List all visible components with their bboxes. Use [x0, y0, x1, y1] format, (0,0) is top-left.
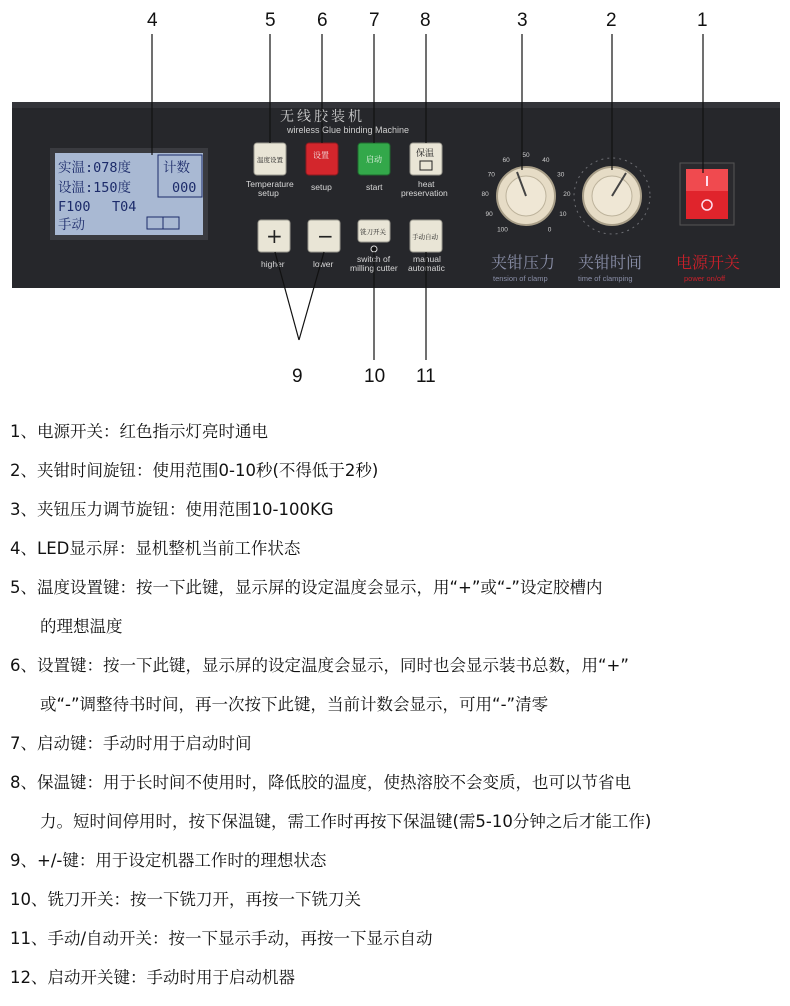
power-switch-subtitle: power on/off — [684, 274, 726, 283]
description-line: 11、手动/自动开关：按一下显示手动，再按一下显示自动 — [10, 929, 433, 948]
lcd-line1-left: 实温:078度 — [58, 160, 132, 176]
power-switch-title: 电源开关 — [676, 253, 741, 272]
description-item — [10, 490, 785, 529]
description-item — [10, 568, 785, 646]
panel-subtitle: wireless Glue binding Machine — [287, 125, 410, 135]
description-line: 3、夹钮压力调节旋钮：使用范围10-100KG — [10, 500, 334, 519]
callout-number-4: 4 — [147, 10, 158, 31]
clamp-time-subtitle: time of clamping — [578, 274, 633, 283]
description-item — [10, 646, 785, 724]
description-item — [10, 841, 785, 880]
description-line: 7、启动键：手动时用于启动时间 — [10, 734, 252, 753]
milling-cutter-button-label: 铣刀开关 — [360, 228, 386, 236]
description-item — [10, 880, 785, 919]
heat-preservation-caption-2: preservation — [401, 188, 448, 198]
lcd-line3-left: F100 — [58, 199, 91, 215]
description-line: 2、夹钳时间旋钮：使用范围0-10秒(不得低于2秒) — [10, 461, 379, 480]
scale-label: 0 — [547, 226, 552, 234]
manual-automatic-button-label: 手动自动 — [412, 233, 438, 241]
higher-button-label: + — [266, 224, 283, 248]
lcd-line2-left: 设温:150度 — [58, 180, 132, 196]
setup-button-label: 设置 — [313, 151, 329, 160]
setup-caption: setup — [311, 182, 332, 192]
panel-title: 无线胶装机 — [280, 109, 365, 125]
description-line: 9、+/-键：用于设定机器工作时的理想状态 — [10, 851, 327, 870]
scale-label: 50 — [522, 152, 530, 159]
callout-number-8: 8 — [420, 10, 431, 31]
heat-preservation-button-label: 保温 — [416, 149, 435, 159]
temperature-setup-caption-2: setup — [258, 188, 279, 198]
scale-label: 20 — [563, 190, 571, 198]
callout-number-6: 6 — [317, 10, 328, 31]
manual-automatic-caption-1: manual — [413, 254, 441, 264]
lower-button-label: − — [317, 224, 334, 248]
heat-preservation-caption-1: heat — [418, 179, 435, 189]
scale-label: 10 — [559, 211, 567, 218]
scale-label: 30 — [557, 171, 565, 179]
description-continuation: 的理想温度 — [40, 617, 123, 636]
description-line: 12、启动开关键：手动时用于启动机器 — [10, 968, 295, 987]
scale-label: 70 — [487, 171, 495, 179]
start-button-label: 启动 — [366, 155, 382, 164]
clamp-time-title: 夹钳时间 — [578, 253, 643, 272]
description-line: 6、设置键：按一下此键，显示屏的设定温度会显示，同时也会显示装书总数，用“+” — [10, 656, 629, 675]
description-item — [10, 412, 785, 451]
description-list — [10, 412, 785, 997]
description-line: 10、铣刀开关：按一下铣刀开，再按一下铣刀关 — [10, 890, 361, 909]
description-item — [10, 724, 785, 763]
callout-number-11: 11 — [416, 366, 436, 387]
lcd-line1-right: 计数 — [163, 160, 190, 176]
lower-caption: lower — [313, 259, 334, 269]
lcd-line3-right: T04 — [112, 199, 137, 215]
manual-automatic-caption-2: automatic — [408, 263, 445, 273]
description-item — [10, 958, 785, 997]
callout-number-3: 3 — [517, 10, 528, 31]
description-item — [10, 919, 785, 958]
milling-cutter-caption-2: milling cutter — [350, 263, 398, 273]
scale-label: 80 — [481, 190, 489, 198]
description-line: 4、LED显示屏：显机整机当前工作状态 — [10, 539, 301, 558]
callout-number-5: 5 — [265, 10, 276, 31]
temperature-setup-button-label: 温度设置 — [257, 156, 283, 164]
scale-label: 40 — [542, 157, 550, 165]
description-item — [10, 763, 785, 841]
temperature-setup-caption-1: Temperature — [246, 179, 294, 189]
description-item — [10, 529, 785, 568]
clamp-pressure-subtitle: tension of clamp — [493, 274, 548, 283]
higher-caption: higher — [261, 259, 285, 269]
milling-cutter-indicator-icon — [371, 246, 377, 252]
callout-number-10: 10 — [364, 366, 386, 387]
scale-label: 90 — [485, 211, 493, 218]
description-continuation: 力。短时间停用时，按下保温键，需工作时再按下保温键(需5-10分钟之后才能工作) — [40, 812, 652, 831]
callout-number-1: 1 — [697, 10, 708, 31]
description-line: 5、温度设置键：按一下此键，显示屏的设定温度会显示，用“+”或“-”设定胶槽内 — [10, 578, 603, 597]
lcd-line2-right: 000 — [172, 180, 197, 196]
control-panel-diagram — [0, 0, 790, 400]
scale-label: 100 — [497, 226, 508, 234]
scale-label: 60 — [502, 157, 510, 165]
callout-number-2: 2 — [606, 10, 617, 31]
lcd-line4: 手动 — [58, 217, 85, 233]
description-item — [10, 451, 785, 490]
description-line: 8、保温键：用于长时间不使用时，降低胶的温度，使热溶胶不会变质，也可以节省电 — [10, 773, 631, 792]
callout-number-7: 7 — [369, 10, 380, 31]
description-continuation: 或“-”调整待书时间，再一次按下此键，当前计数会显示，可用“-”清零 — [40, 695, 549, 714]
milling-cutter-caption-1: switch of — [357, 254, 391, 264]
callout-number-9: 9 — [292, 366, 303, 387]
clamp-pressure-title: 夹钳压力 — [491, 253, 556, 272]
description-line: 1、电源开关：红色指示灯亮时通电 — [10, 422, 268, 441]
start-caption: start — [366, 182, 383, 192]
